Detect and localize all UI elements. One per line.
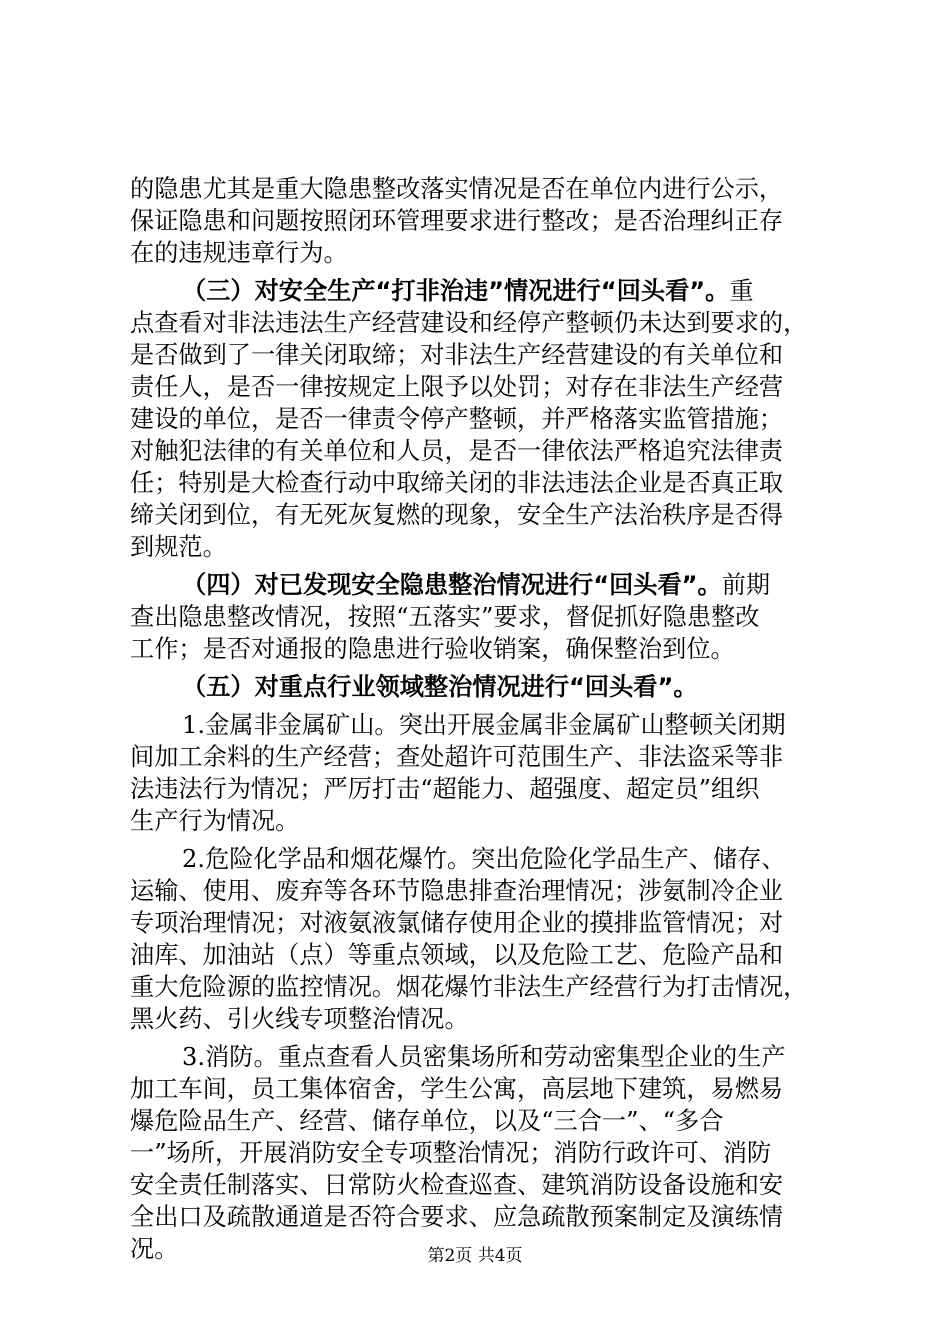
text-line: 重大危险源的监控情况。烟花爆竹非法生产经营行为打击情况， <box>130 973 808 1001</box>
text-line: 油库、加油站（点）等重点领域，以及危险工艺、危险产品和 <box>130 941 784 969</box>
text-line: 爆危险品生产、经营、储存单位，以及“三合一”、“多合 <box>130 1107 724 1135</box>
page-number-label: 第2页 共4页 <box>427 1246 523 1266</box>
paragraph-section-3 <box>130 275 832 563</box>
paragraph-continuation <box>130 173 832 269</box>
text-line: 责任人，是否一律按规定上限予以处罚；对存在非法生产经营 <box>130 373 784 401</box>
text-line: 一”场所，开展消防安全专项整治情况；消防行政许可、消防 <box>130 1139 772 1167</box>
text-line: 工作；是否对通报的隐患进行验收销案，确保整治到位。 <box>130 635 735 663</box>
text-line: 到规范。 <box>130 533 227 561</box>
page-footer <box>0 1246 950 1266</box>
text-line: 缔关闭到位，有无死灰复燃的现象，安全生产法治秩序是否得 <box>130 501 784 529</box>
heading-line <box>130 275 832 307</box>
heading-trailing-text: 重 <box>729 277 754 305</box>
document-body <box>130 173 832 1271</box>
paragraph-item-1 <box>130 709 832 837</box>
text-line: 是否做到了一律关闭取缔；对非法生产经营建设的有关单位和 <box>130 341 784 369</box>
text-line: 黑火药、引火线专项整治情况。 <box>130 1005 469 1033</box>
heading-line <box>130 569 832 601</box>
heading-trailing-text: 前期 <box>721 571 771 599</box>
text-line: 生产行为情况。 <box>130 807 300 835</box>
text-line: 全出口及疏散通道是否符合要求、应急疏散预案制定及演练情 <box>130 1203 784 1231</box>
text-line: 间加工余料的生产经营；查处超许可范围生产、非法盗采等非 <box>130 743 784 771</box>
paragraph-item-3 <box>130 1041 832 1265</box>
text-line: 1.金属非金属矿山。突出开展金属非金属矿山整顿关闭期 <box>182 711 786 739</box>
paragraph-section-4 <box>130 569 832 665</box>
text-line: 点查看对非法违法生产经营建设和经停产整顿仍未达到要求的， <box>130 309 808 337</box>
heading-line <box>130 671 832 703</box>
text-line: 在的违规违章行为。 <box>130 239 348 267</box>
text-line: 专项治理情况；对液氨液氯储存使用企业的摸排监管情况；对 <box>130 909 784 937</box>
text-line: 安全责任制落实、日常防火检查巡查、建筑消防设备设施和安 <box>130 1171 784 1199</box>
paragraph-item-2 <box>130 843 832 1035</box>
text-line: 法违法行为情况；严厉打击“超能力、超强度、超定员”组织 <box>130 775 760 803</box>
text-line: 建设的单位，是否一律责令停产整顿，并严格落实监管措施； <box>130 405 784 433</box>
section-heading-3: （三）对安全生产“打非治违”情况进行“回头看”。 <box>182 277 730 305</box>
text-line: 2.危险化学品和烟花爆竹。突出危险化学品生产、储存、 <box>182 845 786 873</box>
text-line: 对触犯法律的有关单位和人员，是否一律依法严格追究法律责 <box>130 437 784 465</box>
text-line: 任；特别是大检查行动中取缔关闭的非法违法企业是否真正取 <box>130 469 784 497</box>
paragraph-section-5 <box>130 671 832 703</box>
text-line: 查出隐患整改情况，按照“五落实”要求，督促抓好隐患整改 <box>130 603 760 631</box>
text-line: 运输、使用、废弃等各环节隐患排查治理情况；涉氨制冷企业 <box>130 877 784 905</box>
text-line: 3.消防。重点查看人员密集场所和劳动密集型企业的生产 <box>182 1043 786 1071</box>
text-line: 的隐患尤其是重大隐患整改落实情况是否在单位内进行公示， <box>130 175 784 203</box>
text-line: 加工车间，员工集体宿舍，学生公寓，高层地下建筑，易燃易 <box>130 1075 784 1103</box>
text-line: 保证隐患和问题按照闭环管理要求进行整改；是否治理纠正存 <box>130 207 784 235</box>
section-heading-5: （五）对重点行业领域整治情况进行“回头看”。 <box>182 673 698 701</box>
text-line: 况。 <box>130 1235 179 1263</box>
section-heading-4: （四）对已发现安全隐患整治情况进行“回头看”。 <box>182 571 722 599</box>
